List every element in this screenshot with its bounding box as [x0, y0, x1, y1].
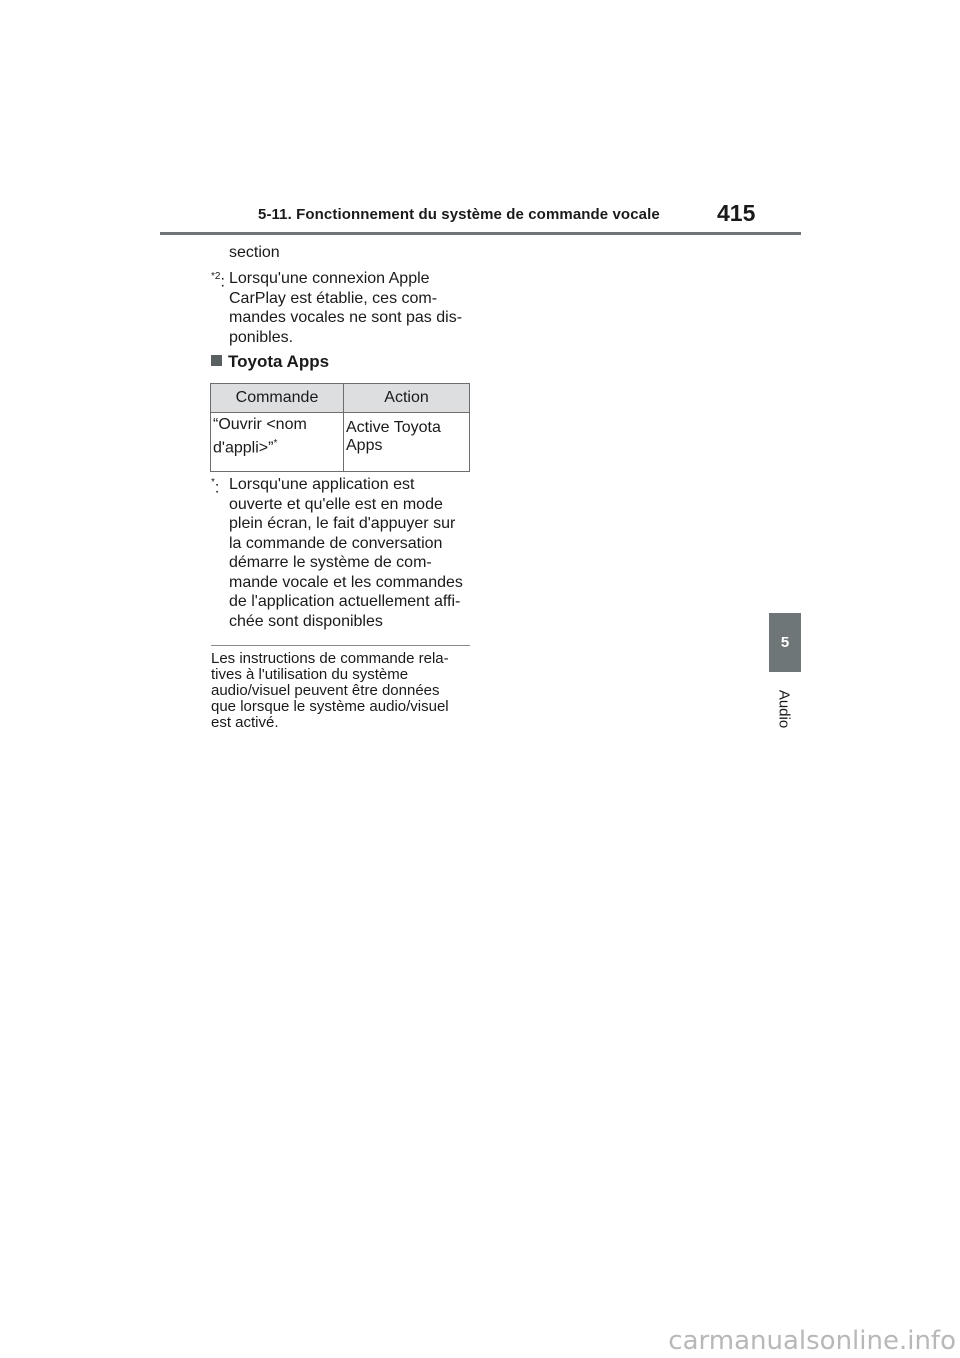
footnote-marker: *: — [211, 477, 220, 497]
table-row — [211, 413, 470, 472]
footnote-line: de l'application actuellement affi- — [229, 593, 461, 610]
watermark: carmanualsonline.info — [668, 1326, 956, 1356]
footnote2-line: ponibles. — [229, 328, 294, 346]
footnote-line: plein écran, le fait d'appuyer sur — [229, 515, 456, 532]
section-heading: Toyota Apps — [211, 352, 329, 372]
note-line: est activé. — [211, 714, 279, 731]
column-header-action: Action — [344, 384, 470, 413]
footnote2-marker: $^{*2}$: — [211, 271, 225, 291]
chapter-label: Audio — [775, 689, 793, 729]
footnote-line: Lorsqu'une application est — [229, 476, 415, 493]
footnote-line: chée sont disponibles — [229, 612, 383, 630]
header-rule — [160, 232, 801, 235]
square-bullet-icon — [211, 355, 222, 366]
footnote2-line: mandes vocales ne sont pas dis- — [229, 309, 463, 326]
footnote-text — [229, 475, 479, 631]
footnote2-text — [229, 269, 479, 347]
command-table — [210, 383, 470, 472]
column-header-command: Commande — [211, 384, 344, 413]
note-line: que lorsque le système audio/visuel — [211, 698, 449, 715]
note-line: Les instructions de commande rela- — [211, 650, 449, 667]
note-text — [211, 651, 473, 731]
footnote2-line: CarPlay est établie, ces com- — [229, 289, 438, 307]
note-divider — [211, 645, 470, 646]
page-number: 415 — [717, 200, 756, 226]
footnote-line: ouverte et qu'elle est en mode — [229, 495, 443, 513]
action-cell: Active Toyota Apps — [344, 413, 470, 472]
footnote-line: la commande de conversation — [229, 534, 443, 552]
footnote2-line: Lorsqu'une connexion Apple — [229, 270, 430, 287]
command-cell: “Ouvrir <nom d'appli>”* — [211, 413, 344, 472]
continuation-text: section — [229, 244, 280, 261]
footnote-line: démarre le système de com- — [229, 554, 432, 571]
footnote-line: mande vocale et les commandes — [229, 573, 463, 591]
chapter-tab: 5 — [769, 613, 801, 672]
table-header-row — [211, 384, 470, 413]
note-line: tives à l'utilisation du système — [211, 666, 409, 683]
section-title: 5-11. Fonctionnement du système de commande vocale — [258, 206, 660, 223]
note-line: audio/visuel peuvent être données — [211, 682, 440, 699]
